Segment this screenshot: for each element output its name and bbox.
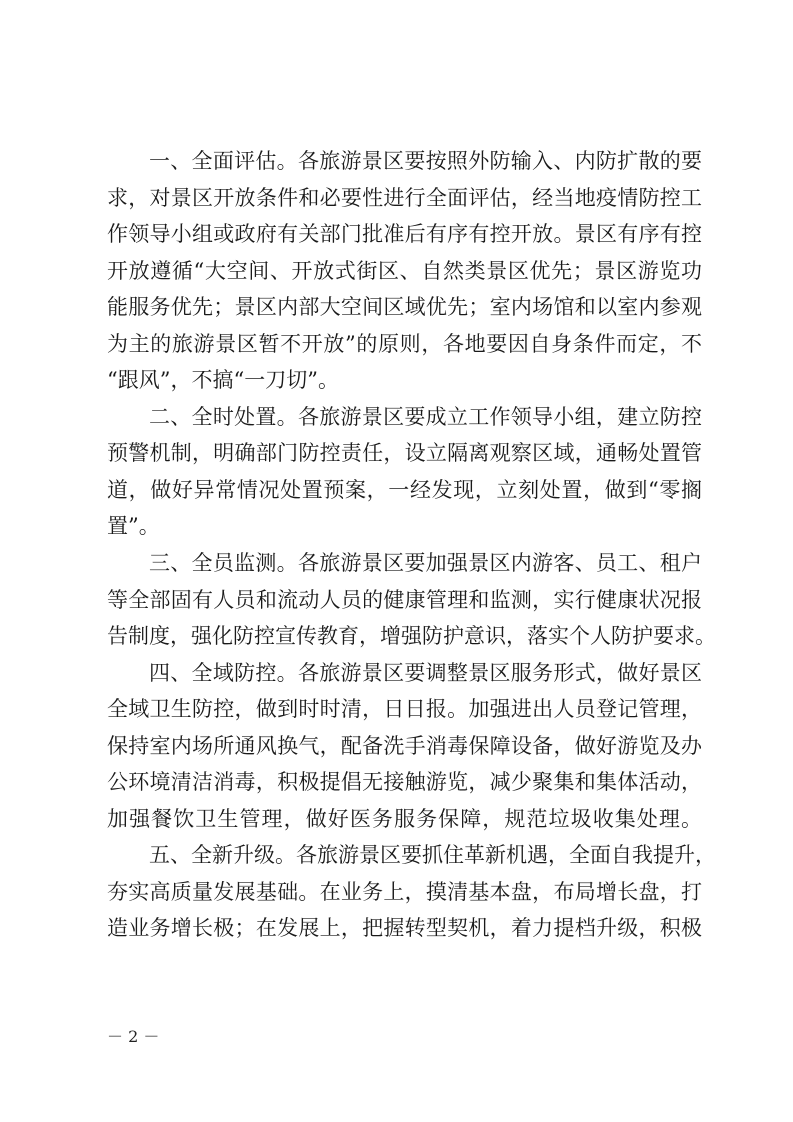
- paragraph-4-line-1: 四、全域防控。各旅游景区要调整景区服务形式，做好景区: [149, 660, 702, 685]
- paragraph-3-line-2: 等全部固有人员和流动人员的健康管理和监测，实行健康状况报: [107, 587, 702, 612]
- paragraph-4-line-5: 加强餐饮卫生管理，做好医务服务保障，规范垃圾收集处理。: [107, 806, 702, 831]
- paragraph-4-line-4: 公环境清洁消毒，积极提倡无接触游览，减少聚集和集体活动，: [107, 770, 702, 795]
- paragraph-5-line-1: 五、全新升级。各旅游景区要抓住革新机遇，全面自我提升，: [149, 843, 716, 868]
- paragraph-1-line-4: 开放遵循“大空间、开放式街区、自然类景区优先；景区游览功: [107, 258, 702, 283]
- paragraph-2-line-2: 预警机制，明确部门防控责任，设立隔离观察区域，通畅处置管: [107, 441, 702, 466]
- paragraph-4-line-3: 保持室内场所通风换气，配备洗手消毒保障设备，做好游览及办: [107, 733, 702, 758]
- paragraph-1-line-5: 能服务优先；景区内部大空间区域优先；室内场馆和以室内参观: [107, 295, 702, 320]
- page-number: － 2 －: [107, 1027, 160, 1046]
- paragraph-1-line-1: 一、全面评估。各旅游景区要按照外防输入、内防扩散的要: [149, 149, 702, 173]
- document-body: [107, 143, 716, 947]
- paragraph-2-line-4: 置”。: [107, 514, 160, 539]
- paragraph-1-line-7: “跟风”，不搞“一刀切”。: [107, 368, 339, 393]
- paragraph-2-line-1: 二、全时处置。各旅游景区要成立工作领导小组，建立防控: [149, 404, 702, 429]
- paragraph-1-line-6: 为主的旅游景区暂不开放”的原则，各地要因自身条件而定，不: [107, 331, 702, 356]
- paragraph-1-line-2: 求，对景区开放条件和必要性进行全面评估，经当地疫情防控工: [107, 185, 702, 210]
- paragraph-3-line-1: 三、全员监测。各旅游景区要加强景区内游客、员工、租户: [149, 551, 702, 576]
- paragraph-4-line-2: 全域卫生防控，做到时时清，日日报。加强进出人员登记管理，: [107, 697, 702, 722]
- paragraph-3-line-3: 告制度，强化防控宣传教育，增强防护意识，落实个人防护要求。: [107, 624, 716, 649]
- paragraph-2-line-3: 道，做好异常情况处置预案，一经发现，立刻处置，做到“零搁: [107, 477, 702, 502]
- paragraph-1-line-3: 作领导小组或政府有关部门批准后有序有控开放。景区有序有控: [107, 222, 702, 247]
- paragraph-5-line-2: 夯实高质量发展基础。在业务上，摸清基本盘，布局增长盘，打: [107, 879, 702, 904]
- paragraph-5-line-3: 造业务增长极；在发展上，把握转型契机，着力提档升级，积极: [107, 916, 702, 941]
